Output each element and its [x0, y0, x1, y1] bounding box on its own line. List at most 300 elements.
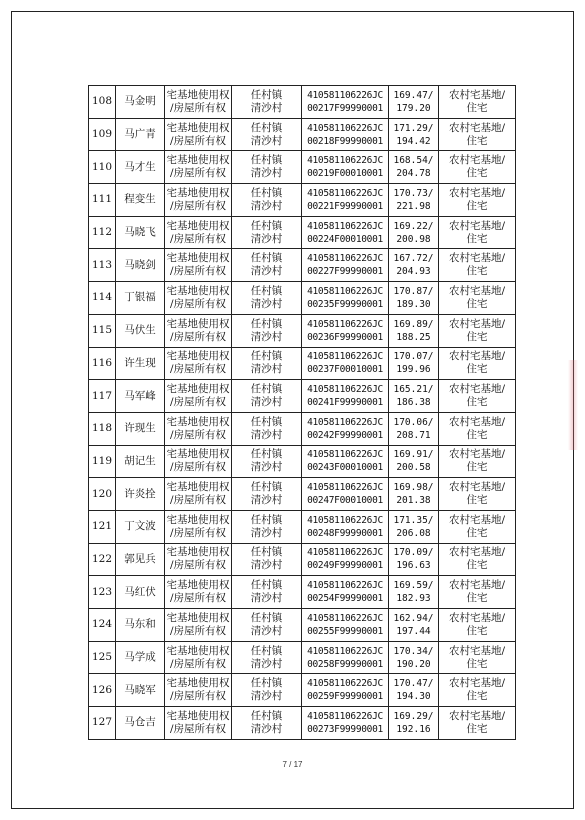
land-use-line: 住宅 — [466, 526, 488, 539]
land-use-line: 农村宅基地/ — [448, 448, 506, 461]
right-type-line: /房屋所有权 — [169, 526, 227, 539]
area-line: 169.22/ — [393, 220, 434, 232]
area-line: 170.09/ — [393, 547, 434, 559]
area-line: 169.91/ — [393, 449, 434, 461]
table-row — [89, 609, 516, 642]
location-line: 任村镇 — [250, 350, 283, 363]
land-use-line: 住宅 — [466, 722, 488, 735]
land-use-cell — [439, 184, 516, 217]
land-use-line: 住宅 — [466, 690, 488, 703]
right-type-line: 宅基地使用权 — [166, 219, 230, 232]
right-type-cell — [165, 216, 232, 249]
row-number-cell: 112 — [89, 216, 116, 249]
area-line: 208.71 — [396, 429, 431, 441]
owner-name-cell: 郭见兵 — [116, 543, 165, 576]
page-number: 7 / 17 — [282, 760, 303, 769]
location-line: 任村镇 — [250, 121, 283, 134]
parcel-code-line: 00218F99990001 — [307, 135, 383, 147]
right-type-line: /房屋所有权 — [169, 265, 227, 278]
row-number-cell: 115 — [89, 314, 116, 347]
owner-name-cell: 马学成 — [116, 641, 165, 674]
table-row — [89, 151, 516, 184]
row-number-cell: 120 — [89, 478, 116, 511]
land-use-cell — [439, 510, 516, 543]
land-use-line: 农村宅基地/ — [448, 219, 506, 232]
row-number-cell: 119 — [89, 445, 116, 478]
table-row — [89, 249, 516, 282]
location-line: 任村镇 — [250, 186, 283, 199]
right-type-cell — [165, 347, 232, 380]
location-line: 任村镇 — [250, 154, 283, 167]
location-line: 清沙村 — [250, 559, 283, 572]
area-cell — [389, 118, 439, 151]
land-use-line: 住宅 — [466, 265, 488, 278]
right-type-cell — [165, 609, 232, 642]
land-use-line: 农村宅基地/ — [448, 644, 506, 657]
area-cell — [389, 216, 439, 249]
land-use-line: 住宅 — [466, 101, 488, 114]
area-line: 169.89/ — [393, 318, 434, 330]
right-type-line: /房屋所有权 — [169, 559, 227, 572]
land-use-line: 住宅 — [466, 167, 488, 180]
parcel-code-line: 00241F99990001 — [307, 397, 383, 409]
area-cell — [389, 282, 439, 315]
land-use-line: 住宅 — [466, 624, 488, 637]
area-line: 169.47/ — [393, 89, 434, 101]
parcel-code-line: 00248F99990001 — [307, 527, 383, 539]
table-row — [89, 412, 516, 445]
row-number-cell: 123 — [89, 576, 116, 609]
parcel-code-line: 410581106226JC — [307, 449, 383, 461]
area-line: 200.58 — [396, 462, 431, 474]
location-cell — [232, 249, 302, 282]
right-type-line: /房屋所有权 — [169, 657, 227, 670]
parcel-code-cell — [302, 641, 389, 674]
location-cell — [232, 314, 302, 347]
parcel-code-line: 410581106226JC — [307, 122, 383, 134]
land-use-line: 住宅 — [466, 363, 488, 376]
location-cell — [232, 576, 302, 609]
right-type-cell — [165, 576, 232, 609]
right-type-line: 宅基地使用权 — [166, 481, 230, 494]
right-type-cell — [165, 249, 232, 282]
location-line: 清沙村 — [250, 690, 283, 703]
land-use-line: 农村宅基地/ — [448, 579, 506, 592]
right-type-line: 宅基地使用权 — [166, 677, 230, 690]
owner-name-cell: 许现生 — [116, 412, 165, 445]
land-use-cell — [439, 478, 516, 511]
land-use-line: 农村宅基地/ — [448, 121, 506, 134]
table-row — [89, 478, 516, 511]
location-cell — [232, 543, 302, 576]
right-type-line: 宅基地使用权 — [166, 350, 230, 363]
land-use-line: 农村宅基地/ — [448, 350, 506, 363]
right-type-cell — [165, 380, 232, 413]
right-type-line: /房屋所有权 — [169, 592, 227, 605]
parcel-code-line: 410581106226JC — [307, 253, 383, 265]
area-line: 168.54/ — [393, 155, 434, 167]
owner-name-cell: 丁银福 — [116, 282, 165, 315]
parcel-code-line: 410581106226JC — [307, 89, 383, 101]
parcel-code-cell — [302, 380, 389, 413]
parcel-code-line: 00219F00010001 — [307, 168, 383, 180]
land-use-cell — [439, 674, 516, 707]
land-use-line: 住宅 — [466, 657, 488, 670]
row-number-cell: 116 — [89, 347, 116, 380]
land-use-cell — [439, 282, 516, 315]
location-line: 任村镇 — [250, 579, 283, 592]
right-type-line: /房屋所有权 — [169, 232, 227, 245]
parcel-code-line: 410581106226JC — [307, 514, 383, 526]
area-line: 188.25 — [396, 331, 431, 343]
owner-name-cell: 马红伏 — [116, 576, 165, 609]
area-line: 200.98 — [396, 233, 431, 245]
area-line: 170.47/ — [393, 678, 434, 690]
right-type-line: 宅基地使用权 — [166, 546, 230, 559]
location-line: 清沙村 — [250, 657, 283, 670]
area-line: 201.38 — [396, 495, 431, 507]
land-use-cell — [439, 314, 516, 347]
area-cell — [389, 380, 439, 413]
owner-name-cell: 马仓吉 — [116, 707, 165, 740]
location-line: 任村镇 — [250, 383, 283, 396]
parcel-code-line: 410581106226JC — [307, 612, 383, 624]
location-cell — [232, 510, 302, 543]
land-use-cell — [439, 151, 516, 184]
land-use-line: 住宅 — [466, 461, 488, 474]
location-cell — [232, 609, 302, 642]
area-line: 171.29/ — [393, 122, 434, 134]
row-number-cell: 122 — [89, 543, 116, 576]
parcel-code-line: 410581106226JC — [307, 155, 383, 167]
parcel-code-line: 00237F00010001 — [307, 364, 383, 376]
location-line: 清沙村 — [250, 297, 283, 310]
table-row — [89, 445, 516, 478]
location-line: 清沙村 — [250, 722, 283, 735]
land-use-cell — [439, 216, 516, 249]
owner-name-cell: 马东和 — [116, 609, 165, 642]
parcel-code-cell — [302, 216, 389, 249]
table-row — [89, 576, 516, 609]
location-line: 清沙村 — [250, 526, 283, 539]
land-use-line: 住宅 — [466, 559, 488, 572]
parcel-code-line: 00227F99990001 — [307, 266, 383, 278]
table-row — [89, 216, 516, 249]
area-cell — [389, 543, 439, 576]
owner-name-cell: 马晓飞 — [116, 216, 165, 249]
location-line: 清沙村 — [250, 330, 283, 343]
table-row — [89, 347, 516, 380]
owner-name-cell: 程变生 — [116, 184, 165, 217]
table-row — [89, 184, 516, 217]
location-cell — [232, 347, 302, 380]
land-use-line: 农村宅基地/ — [448, 252, 506, 265]
owner-name-cell: 许炎拴 — [116, 478, 165, 511]
area-line: 162.94/ — [393, 612, 434, 624]
area-cell — [389, 707, 439, 740]
parcel-code-line: 00255F99990001 — [307, 625, 383, 637]
right-type-line: /房屋所有权 — [169, 134, 227, 147]
area-line: 179.20 — [396, 102, 431, 114]
land-use-cell — [439, 641, 516, 674]
parcel-code-cell — [302, 249, 389, 282]
parcel-code-line: 410581106226JC — [307, 547, 383, 559]
location-cell — [232, 86, 302, 119]
location-line: 任村镇 — [250, 546, 283, 559]
area-cell — [389, 314, 439, 347]
location-line: 清沙村 — [250, 363, 283, 376]
right-type-line: /房屋所有权 — [169, 690, 227, 703]
area-line: 199.96 — [396, 364, 431, 376]
parcel-code-line: 00235F99990001 — [307, 298, 383, 310]
parcel-code-cell — [302, 707, 389, 740]
land-use-line: 农村宅基地/ — [448, 709, 506, 722]
area-line: 192.16 — [396, 723, 431, 735]
right-type-cell — [165, 707, 232, 740]
parcel-code-line: 00273F99990001 — [307, 723, 383, 735]
location-cell — [232, 674, 302, 707]
table-row — [89, 543, 516, 576]
location-cell — [232, 184, 302, 217]
row-number-cell: 124 — [89, 609, 116, 642]
parcel-code-line: 00242F99990001 — [307, 429, 383, 441]
location-line: 清沙村 — [250, 134, 283, 147]
right-type-cell — [165, 118, 232, 151]
area-line: 197.44 — [396, 625, 431, 637]
parcel-code-cell — [302, 543, 389, 576]
parcel-code-cell — [302, 86, 389, 119]
location-line: 任村镇 — [250, 611, 283, 624]
parcel-code-line: 00258F99990001 — [307, 658, 383, 670]
right-type-line: 宅基地使用权 — [166, 154, 230, 167]
area-cell — [389, 510, 439, 543]
right-type-cell — [165, 151, 232, 184]
area-line: 169.59/ — [393, 580, 434, 592]
area-cell — [389, 609, 439, 642]
land-use-cell — [439, 707, 516, 740]
location-line: 清沙村 — [250, 428, 283, 441]
land-use-cell — [439, 445, 516, 478]
area-line: 190.20 — [396, 658, 431, 670]
location-cell — [232, 641, 302, 674]
land-use-cell — [439, 249, 516, 282]
owner-name-cell: 马伏生 — [116, 314, 165, 347]
owner-name-cell: 马军峰 — [116, 380, 165, 413]
right-type-line: /房屋所有权 — [169, 624, 227, 637]
location-cell — [232, 216, 302, 249]
row-number-cell: 108 — [89, 86, 116, 119]
table-row — [89, 641, 516, 674]
right-type-cell — [165, 641, 232, 674]
parcel-code-line: 410581106226JC — [307, 187, 383, 199]
location-line: 清沙村 — [250, 494, 283, 507]
location-line: 任村镇 — [250, 644, 283, 657]
stamp-bleed-mark — [568, 360, 578, 450]
table-body — [89, 86, 516, 740]
land-use-line: 农村宅基地/ — [448, 186, 506, 199]
parcel-code-cell — [302, 674, 389, 707]
land-use-line: 农村宅基地/ — [448, 546, 506, 559]
owner-name-cell: 胡记生 — [116, 445, 165, 478]
right-type-line: 宅基地使用权 — [166, 121, 230, 134]
area-cell — [389, 445, 439, 478]
owner-name-cell: 马广青 — [116, 118, 165, 151]
location-cell — [232, 412, 302, 445]
parcel-code-cell — [302, 412, 389, 445]
row-number-cell: 118 — [89, 412, 116, 445]
right-type-line: 宅基地使用权 — [166, 88, 230, 101]
area-line: 189.30 — [396, 298, 431, 310]
land-use-line: 农村宅基地/ — [448, 317, 506, 330]
location-cell — [232, 707, 302, 740]
area-line: 171.35/ — [393, 514, 434, 526]
location-cell — [232, 478, 302, 511]
parcel-code-line: 410581106226JC — [307, 318, 383, 330]
table-row — [89, 707, 516, 740]
location-line: 任村镇 — [250, 284, 283, 297]
land-use-line: 住宅 — [466, 428, 488, 441]
location-line: 清沙村 — [250, 624, 283, 637]
area-cell — [389, 674, 439, 707]
land-use-cell — [439, 380, 516, 413]
right-type-line: 宅基地使用权 — [166, 513, 230, 526]
registration-table — [88, 85, 516, 740]
land-use-line: 住宅 — [466, 396, 488, 409]
parcel-code-line: 00224F00010001 — [307, 233, 383, 245]
parcel-code-cell — [302, 576, 389, 609]
location-line: 任村镇 — [250, 317, 283, 330]
parcel-code-line: 410581106226JC — [307, 678, 383, 690]
row-number-cell: 110 — [89, 151, 116, 184]
land-use-line: 农村宅基地/ — [448, 677, 506, 690]
area-cell — [389, 184, 439, 217]
parcel-code-cell — [302, 478, 389, 511]
land-use-line: 农村宅基地/ — [448, 611, 506, 624]
right-type-cell — [165, 314, 232, 347]
area-line: 170.34/ — [393, 645, 434, 657]
land-use-line: 住宅 — [466, 330, 488, 343]
table-row — [89, 674, 516, 707]
row-number-cell: 109 — [89, 118, 116, 151]
right-type-line: 宅基地使用权 — [166, 415, 230, 428]
right-type-line: /房屋所有权 — [169, 199, 227, 212]
parcel-code-line: 00254F99990001 — [307, 593, 383, 605]
area-line: 170.06/ — [393, 416, 434, 428]
table-row — [89, 282, 516, 315]
table-row — [89, 314, 516, 347]
parcel-code-line: 410581106226JC — [307, 285, 383, 297]
table-row — [89, 118, 516, 151]
right-type-line: /房屋所有权 — [169, 396, 227, 409]
right-type-line: /房屋所有权 — [169, 167, 227, 180]
parcel-code-line: 410581106226JC — [307, 351, 383, 363]
location-line: 清沙村 — [250, 592, 283, 605]
area-line: 169.98/ — [393, 482, 434, 494]
land-use-line: 住宅 — [466, 592, 488, 605]
right-type-line: 宅基地使用权 — [166, 448, 230, 461]
land-use-line: 农村宅基地/ — [448, 284, 506, 297]
area-line: 204.78 — [396, 168, 431, 180]
location-line: 任村镇 — [250, 677, 283, 690]
location-line: 清沙村 — [250, 461, 283, 474]
parcel-code-cell — [302, 282, 389, 315]
right-type-line: 宅基地使用权 — [166, 284, 230, 297]
parcel-code-cell — [302, 118, 389, 151]
parcel-code-line: 00249F99990001 — [307, 560, 383, 572]
location-line: 任村镇 — [250, 448, 283, 461]
area-line: 170.07/ — [393, 351, 434, 363]
land-use-line: 农村宅基地/ — [448, 154, 506, 167]
area-line: 182.93 — [396, 593, 431, 605]
location-line: 任村镇 — [250, 481, 283, 494]
location-line: 任村镇 — [250, 252, 283, 265]
land-use-line: 农村宅基地/ — [448, 415, 506, 428]
land-use-line: 农村宅基地/ — [448, 513, 506, 526]
owner-name-cell: 马晓剑 — [116, 249, 165, 282]
land-use-line: 住宅 — [466, 232, 488, 245]
row-number-cell: 125 — [89, 641, 116, 674]
land-use-cell — [439, 609, 516, 642]
parcel-code-cell — [302, 314, 389, 347]
area-cell — [389, 412, 439, 445]
location-line: 任村镇 — [250, 415, 283, 428]
location-line: 任村镇 — [250, 709, 283, 722]
row-number-cell: 121 — [89, 510, 116, 543]
right-type-cell — [165, 674, 232, 707]
location-cell — [232, 380, 302, 413]
area-line: 206.08 — [396, 527, 431, 539]
right-type-line: /房屋所有权 — [169, 428, 227, 441]
area-line: 170.73/ — [393, 187, 434, 199]
right-type-cell — [165, 543, 232, 576]
area-cell — [389, 86, 439, 119]
parcel-code-line: 00217F99990001 — [307, 102, 383, 114]
row-number-cell: 117 — [89, 380, 116, 413]
area-line: 170.87/ — [393, 285, 434, 297]
area-cell — [389, 249, 439, 282]
location-line: 清沙村 — [250, 167, 283, 180]
land-use-line: 住宅 — [466, 297, 488, 310]
parcel-code-line: 410581106226JC — [307, 384, 383, 396]
owner-name-cell: 丁文波 — [116, 510, 165, 543]
location-line: 任村镇 — [250, 513, 283, 526]
row-number-cell: 111 — [89, 184, 116, 217]
location-line: 清沙村 — [250, 396, 283, 409]
right-type-line: /房屋所有权 — [169, 363, 227, 376]
right-type-cell — [165, 510, 232, 543]
owner-name-cell: 许生现 — [116, 347, 165, 380]
location-cell — [232, 151, 302, 184]
area-line: 167.72/ — [393, 253, 434, 265]
row-number-cell: 114 — [89, 282, 116, 315]
location-cell — [232, 118, 302, 151]
row-number-cell: 113 — [89, 249, 116, 282]
table-row — [89, 510, 516, 543]
land-use-cell — [439, 412, 516, 445]
parcel-code-line: 00259F99990001 — [307, 691, 383, 703]
land-use-line: 农村宅基地/ — [448, 88, 506, 101]
land-use-cell — [439, 576, 516, 609]
land-use-line: 农村宅基地/ — [448, 481, 506, 494]
parcel-code-line: 410581106226JC — [307, 482, 383, 494]
land-use-line: 住宅 — [466, 134, 488, 147]
location-line: 清沙村 — [250, 101, 283, 114]
area-line: 165.21/ — [393, 384, 434, 396]
land-use-cell — [439, 543, 516, 576]
parcel-code-cell — [302, 184, 389, 217]
right-type-line: /房屋所有权 — [169, 722, 227, 735]
right-type-line: 宅基地使用权 — [166, 186, 230, 199]
